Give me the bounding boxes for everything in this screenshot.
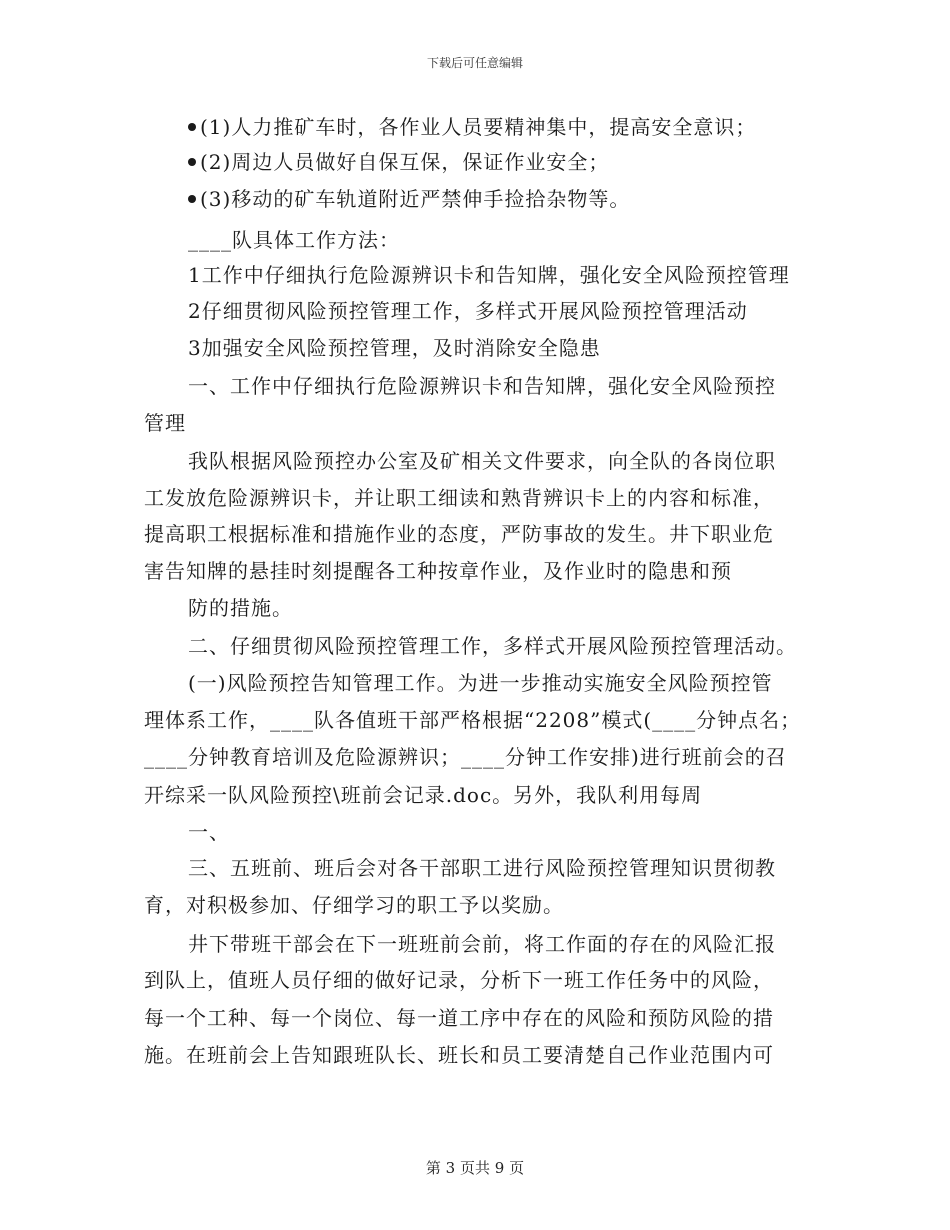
bullet-item-3 [188,189,630,209]
method-title: ____队具体工作方法： [188,228,400,252]
paragraph-line: 害告知牌的悬挂时刻提醒各工种按章作业，及作业时的隐患和预 [144,559,732,583]
paragraph-line: 育，对积极参加、仔细学习的职工予以奖励。 [144,893,564,917]
paragraph-line: 施。在班前会上告知跟班队长、班长和员工要清楚自己作业范围内可 [144,1043,774,1067]
paragraph-line: 我队根据风险预控办公室及矿相关文件要求，向全队的各岗位职 [188,449,776,473]
bullet-item-text: (2)周边人员做好自保互保，保证作业安全； [200,150,610,174]
paragraph-line: 提高职工根据标准和措施作业的态度，严防事故的发生。井下职业危 [144,522,774,546]
page-header: 下载后可任意编辑 [426,56,523,70]
paragraph-line: 开综采一队风险预控\班前会记录.doc。另外，我队利用每周 [144,783,703,807]
method-item-1: 1工作中仔细执行危险源辨识卡和告知牌，强化安全风险预控管理 [188,263,790,287]
method-item-3: 3加强安全风险预控管理，及时消除安全隐患 [188,336,601,360]
paragraph-line: 理体系工作，____队各值班干部严格根据“2208”模式(____分钟点名； [144,708,802,732]
paragraph-line: ____分钟教育培训及危险源辨识；____分钟工作安排)进行班前会的召 [144,745,787,769]
bullet-item-text: (3)移动的矿车轨道附近严禁伸手捡拾杂物等。 [200,187,631,211]
bullet-dot-icon [188,123,196,131]
section-1-heading-cont: 管理 [144,411,186,435]
paragraph-line: 一、 [188,820,230,844]
bullet-item-text: (1)人力推矿车时，各作业人员要精神集中，提高安全意识； [200,115,757,139]
bullet-dot-icon [188,195,196,203]
paragraph-line: 防的措施。 [188,596,293,620]
paragraph-line: 工发放危险源辨识卡，并让职工细读和熟背辨识卡上的内容和标准， [144,486,774,510]
paragraph-line: 每一个工种、每一个岗位、每一道工序中存在的风险和预防风险的措 [144,1006,774,1030]
paragraph-line: 三、五班前、班后会对各干部职工进行风险预控管理知识贯彻教 [188,856,776,880]
page-number-footer: 第 3 页共 9 页 [425,1159,525,1177]
bullet-dot-icon [188,158,196,166]
section-1-heading: 一、工作中仔细执行危险源辨识卡和告知牌，强化安全风险预控 [188,374,776,398]
section-2-heading: 二、仔细贯彻风险预控管理工作，多样式开展风险预控管理活动。 [188,634,797,658]
method-item-2: 2仔细贯彻风险预控管理工作，多样式开展风险预控管理活动 [188,299,748,323]
paragraph-line: 井下带班干部会在下一班班前会前，将工作面的存在的风险汇报 [188,932,776,956]
paragraph-line: 到队上，值班人员仔细的做好记录，分析下一班工作任务中的风险， [144,968,774,992]
bullet-item-1 [188,117,756,137]
bullet-item-2 [188,152,609,172]
paragraph-line: (一)风险预控告知管理工作。为进一步推动实施安全风险预控管 [188,671,773,695]
